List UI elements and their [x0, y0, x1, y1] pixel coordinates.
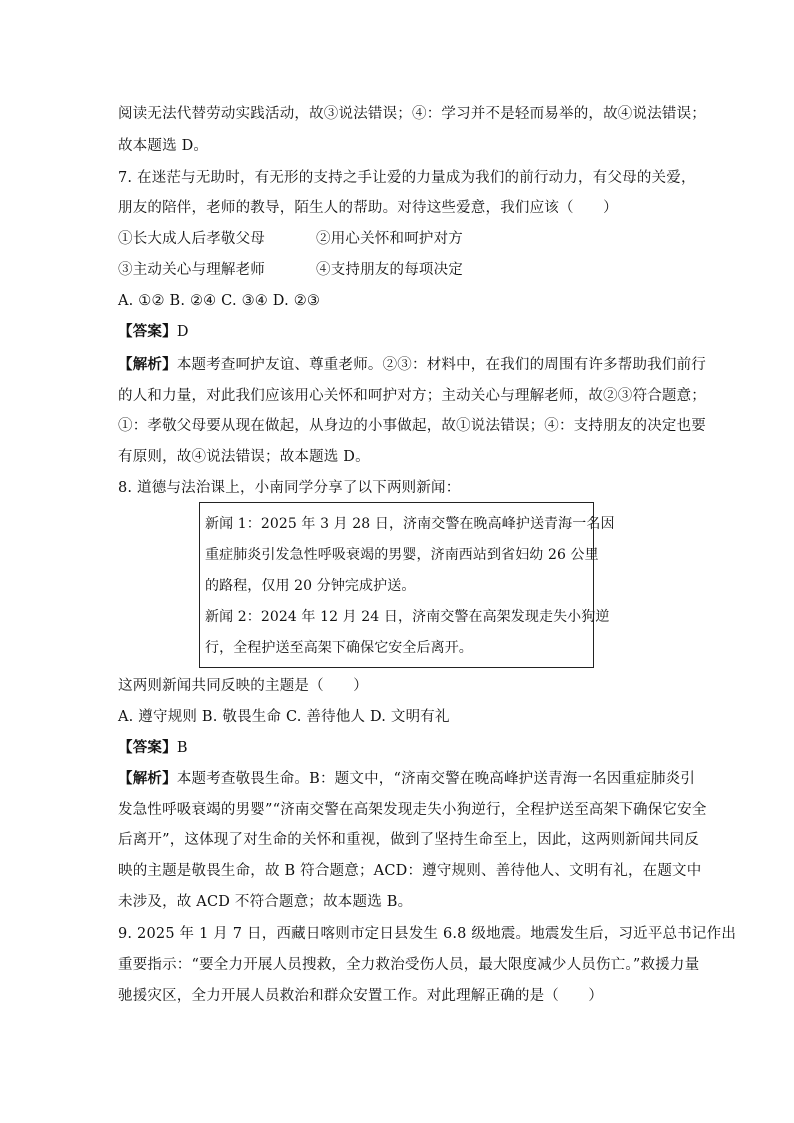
answer-choices: A. ①② B. ②④ C. ③④ D. ②③ [118, 293, 321, 309]
news-2-text: 行，全程护送至高架下确保它安全后离开。 [205, 640, 473, 656]
news-1-text: 新闻 1：2025 年 3 月 28 日，济南交警在晚高峰护送青海一名因 [205, 516, 615, 532]
analysis-text: 【解析】本题考查敬畏生命。B：题文中，“济南交警在晚高峰护送青海一名因重症肺炎引 [118, 770, 696, 787]
question-9-stem: 9. 2025 年 1 月 7 日，西藏日喀则市定日县发生 6.8 级地震。地震发生后，习近平总书记作出 [118, 926, 737, 942]
analysis-text: 映的主题是敬畏生命，故 B 符合题意；ACD：遵守规则、善待他人、文明有礼，在题文中 [118, 863, 702, 879]
option-1: ①长大成人后孝敬父母 [118, 231, 265, 247]
news-1-text: 的路程，仅用 20 分钟完成护送。 [205, 578, 416, 594]
option-4: ④支持朋友的每项决定 [316, 262, 463, 278]
news-1-text: 重症肺炎引发急性呼吸衰竭的男婴，济南西站到省妇幼 26 公里 [205, 547, 599, 563]
question-7-stem: 7. 在迷茫与无助时，有无形的支持之手让爱的力量成为我们的前行动力，有父母的关爱， [118, 170, 696, 186]
question-9-stem: 重要指示：“要全力开展人员搜救，全力救治受伤人员，最大限度减少人员伤亡。”救援力量 [118, 957, 700, 973]
analysis-text: 后离开”，这体现了对生命的关怀和重视，做到了坚持生命至上，因此，这两则新闻共同反 [118, 832, 699, 848]
option-2: ②用心关怀和呵护对方 [316, 231, 463, 247]
answer-choices: A. 遵守规则 B. 敬畏生命 C. 善待他人 D. 文明有礼 [118, 709, 450, 725]
text-line: 阅读无法代替劳动实践活动，故③说法错误；④：学习并不是轻而易举的，故④说法错误； [118, 106, 706, 122]
option-3: ③主动关心与理解老师 [118, 262, 265, 278]
news-2-text: 新闻 2：2024 年 12 月 24 日，济南交警在高架发现走失小狗逆 [205, 609, 610, 625]
answer-label: 【答案】B [118, 739, 188, 756]
answer-label: 【答案】D [118, 323, 189, 340]
analysis-text: 发急性呼吸衰竭的男婴”“济南交警在高架发现走失小狗逆行，全程护送至高架下确保它安全 [118, 802, 707, 818]
analysis-text: ①：孝敬父母要从现在做起，从身边的小事做起，故①说法错误；④：支持朋友的决定也要 [118, 418, 706, 434]
question-7-stem: 朋友的陪伴，老师的教导，陌生人的帮助。对待这些爱意，我们应该（ ） [118, 200, 618, 216]
question-8-stem: 8. 道德与法治课上，小南同学分享了以下两则新闻： [118, 480, 461, 496]
analysis-text: 的人和力量，对此我们应该用心关怀和呵护对方；主动关心与理解老师，故②③符合题意； [118, 388, 706, 404]
analysis-text: 有原则，故④说法错误；故本题选 D。 [118, 449, 370, 465]
question-9-stem: 驰援灾区，全力开展人员救治和群众安置工作。对此理解正确的是（ ） [118, 988, 604, 1004]
analysis-text: 【解析】本题考查呵护友谊、尊重老师。②③：材料中，在我们的周围有许多帮助我们前行 [118, 356, 707, 373]
question-8-prompt: 这两则新闻共同反映的主题是（ ） [118, 678, 368, 694]
analysis-text: 未涉及，故 ACD 不符合题意；故本题选 B。 [118, 894, 413, 910]
text-line: 故本题选 D。 [118, 138, 209, 154]
